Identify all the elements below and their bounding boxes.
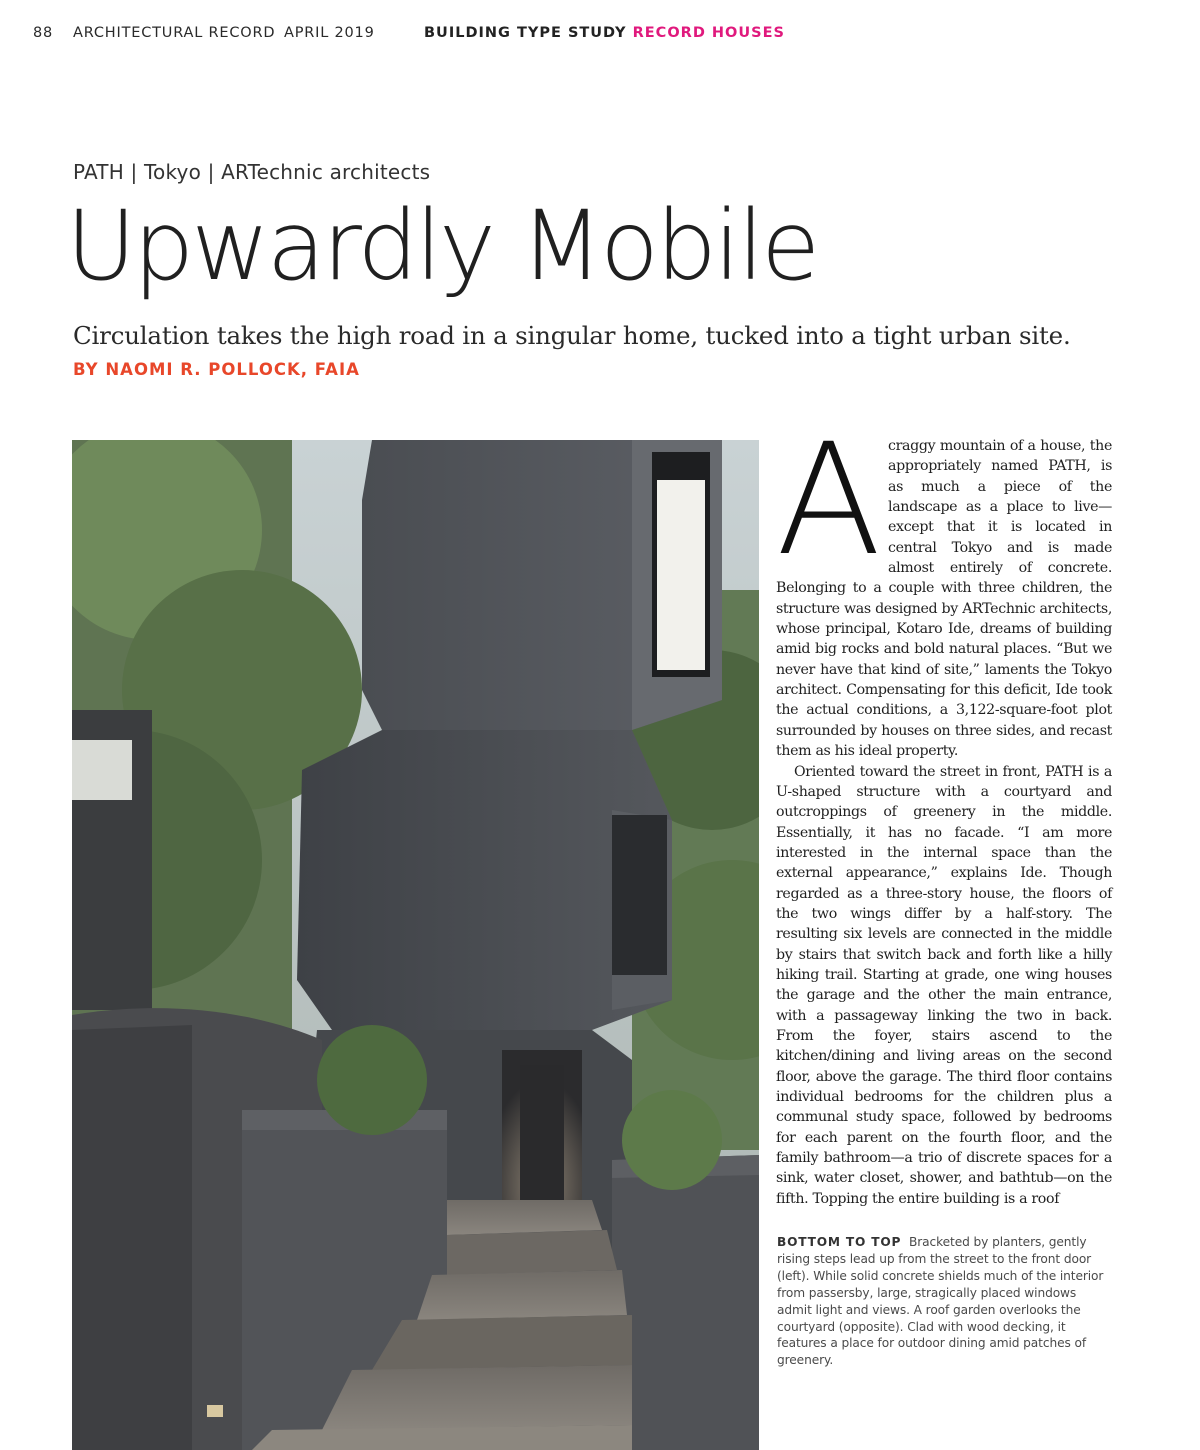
article-dek: Circulation takes the high road in a singular home, tucked into a tight urban site. [73, 321, 1071, 350]
caption-label: BOTTOM TO TOP [777, 1235, 902, 1249]
drop-cap: A [776, 411, 881, 590]
section-label-text: BUILDING TYPE STUDY [424, 25, 627, 41]
photo-illustration [72, 440, 759, 1450]
photo-caption [777, 1234, 1112, 1369]
issue-date: APRIL 2019 [284, 25, 375, 41]
section-label [424, 25, 785, 41]
article-kicker: PATH | Tokyo | ARTechnic architects [73, 160, 431, 184]
article-body [776, 411, 1112, 1209]
caption-text: Bracketed by planters, gently rising steps lead up from the street to the front door (left). While solid concrete shields much of the interior from passersby, large, stragically placed windows admit light and views. A roof garden overlooks the courtyard (opposite). Clad with wood decking, it features a place for outdoor dining amid patches of greenery. [777, 1235, 1104, 1368]
article-byline: BY NAOMI R. POLLOCK, FAIA [73, 360, 360, 379]
concrete-house-facade-photo [72, 440, 759, 1450]
magazine-name: ARCHITECTURAL RECORD [73, 25, 276, 41]
article-headline: Upwardly Mobile [66, 190, 818, 302]
page-number: 88 [33, 25, 54, 41]
body-paragraph-2: Oriented toward the street in front, PATH is a U-shaped structure with a courtyard and outcroppings of greenery in the middle. Essentially, it has no facade. “I am more interested in the internal space than the external appearance,” explains Ide. Though regarded as a three-story house, the floors of the two wings differ by a half-story. The resulting six levels are connected in the middle by stairs that switch back and forth like a hilly hiking trail. Starting at grade, one wing houses the garage and the other the main entrance, with a passageway linking the two in back. From the foyer, stairs ascend to the kitchen/dining and living areas on the second floor, above the garage. The third floor contains individual bedrooms for the children plus a communal study space, followed by bedrooms for each parent on the fourth floor, and the family bathroom—a trio of discrete spaces for a sink, water closet, shower, and bathtub—on the fifth. Topping the entire building is a roof [776, 763, 1112, 1207]
section-accent: RECORD HOUSES [632, 25, 785, 41]
body-paragraph-1: craggy mountain of a house, the appropriately named PATH, is as much a piece of the landscape as a place to live—except that it is located in central Tokyo and is made almost entirely of concrete. Belonging to a couple with three children, the structure was designed by ARTechnic architects, whose principal, Kotaro Ide, dreams of building amid big rocks and bold natural places. “But we never have that kind of site,” laments the Tokyo architect. Compensating for this deficit, Ide took the actual conditions, a 3,122-square-foot plot surrounded by houses on three sides, and recast them as his ideal property. [776, 438, 1112, 760]
